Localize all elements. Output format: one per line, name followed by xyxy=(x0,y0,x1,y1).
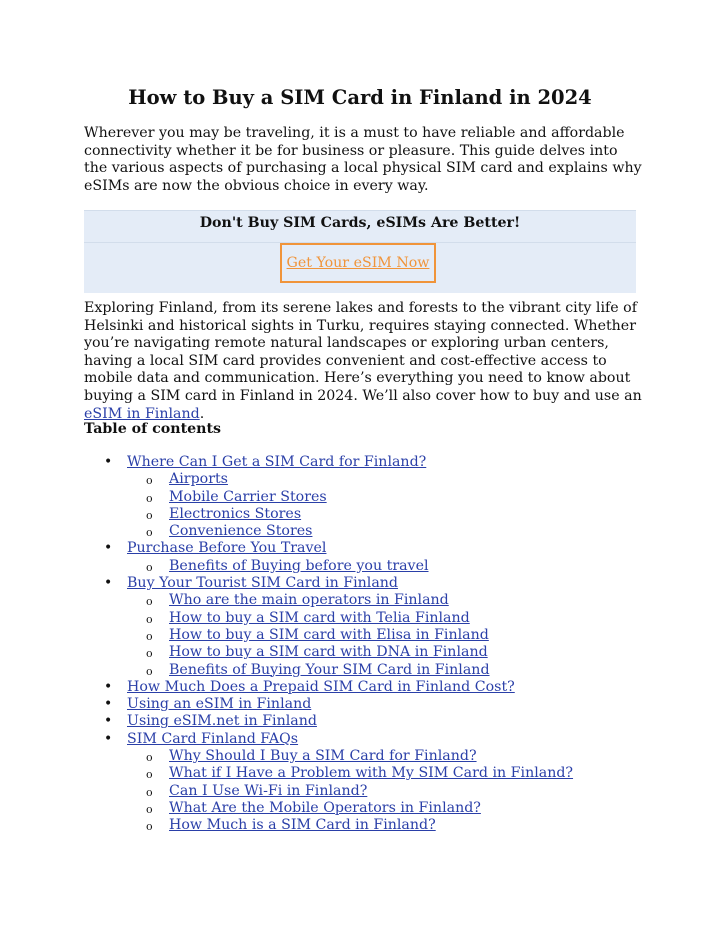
get-esim-button[interactable]: Get Your eSIM Now xyxy=(280,243,436,283)
bullet-circle-icon: o xyxy=(146,560,153,574)
esim-finland-link[interactable]: eSIM in Finland xyxy=(84,405,200,422)
bullet-circle-icon: o xyxy=(146,820,153,834)
bullet-disc-icon: • xyxy=(104,540,113,557)
toc-item xyxy=(0,696,720,713)
toc-link[interactable]: Purchase Before You Travel xyxy=(127,540,327,557)
toc-link[interactable]: What if I Have a Problem with My SIM Card in Finland? xyxy=(169,765,574,782)
bullet-disc-icon: • xyxy=(104,575,113,592)
toc-item xyxy=(0,644,720,661)
toc-link[interactable]: How Much Does a Prepaid SIM Card in Finland Cost? xyxy=(127,678,515,695)
bullet-circle-icon: o xyxy=(146,647,153,661)
toc-link[interactable]: SIM Card Finland FAQs xyxy=(127,730,299,747)
cta-title: Don't Buy SIM Cards, eSIMs Are Better! xyxy=(84,211,636,243)
toc-link[interactable]: What Are the Mobile Operators in Finland? xyxy=(169,799,481,816)
toc-item xyxy=(0,800,720,817)
bullet-circle-icon: o xyxy=(146,474,153,488)
toc-link[interactable]: Mobile Carrier Stores xyxy=(169,488,327,505)
toc-link[interactable]: Airports xyxy=(169,471,228,488)
toc-item xyxy=(0,662,720,679)
toc-link[interactable]: Benefits of Buying before you travel xyxy=(169,557,429,574)
bullet-circle-icon: o xyxy=(146,629,153,643)
toc-link[interactable]: Using an eSIM in Finland xyxy=(127,696,312,713)
toc-item xyxy=(0,506,720,523)
table-of-contents xyxy=(0,454,720,835)
toc-link[interactable]: How to buy a SIM card with Elisa in Finland xyxy=(169,626,489,643)
bullet-disc-icon: • xyxy=(104,713,113,730)
page-title: How to Buy a SIM Card in Finland in 2024 xyxy=(128,86,592,109)
toc-item xyxy=(0,575,720,592)
toc-link[interactable]: Buy Your Tourist SIM Card in Finland xyxy=(127,575,399,592)
toc-item xyxy=(0,679,720,696)
toc-link[interactable]: Where Can I Get a SIM Card for Finland? xyxy=(127,454,427,470)
body-tail: . xyxy=(199,405,205,422)
toc-link[interactable]: Can I Use Wi-Fi in Finland? xyxy=(169,782,368,799)
toc-item xyxy=(0,471,720,488)
bullet-circle-icon: o xyxy=(146,785,153,799)
toc-item xyxy=(0,627,720,644)
toc-item xyxy=(0,783,720,800)
bullet-circle-icon: o xyxy=(146,664,153,678)
toc-item xyxy=(0,731,720,748)
bullet-disc-icon: • xyxy=(104,696,113,713)
toc-item xyxy=(0,540,720,557)
toc-link[interactable]: Why Should I Buy a SIM Card for Finland? xyxy=(169,748,477,765)
toc-item xyxy=(0,713,720,730)
body-paragraph xyxy=(84,300,644,423)
bullet-disc-icon: • xyxy=(104,730,113,747)
toc-item xyxy=(0,558,720,575)
bullet-circle-icon: o xyxy=(146,612,153,626)
toc-item xyxy=(0,817,720,834)
body-text: Exploring Finland, from its serene lakes and forests to the vibrant city life of Helsinki and historical sights in Turku, requires staying connected. Whether you’re navigating remote natural landscapes or exploring urban centers, having a local SIM card provides convenient and cost-effective access to mobile data and communication. Here’s everything you need to know about buying a SIM card in Finland in 2024. We’ll also cover how to buy and use an xyxy=(84,300,642,404)
intro-paragraph: Wherever you may be traveling, it is a must to have reliable and affordable connectivity whether it be for business or pleasure. This guide delves into the various aspects of purchasing a local physical SIM card and explains why eSIMs are now the obvious choice in every way. xyxy=(84,125,642,194)
toc-link[interactable]: Benefits of Buying Your SIM Card in Finland xyxy=(169,661,490,678)
bullet-circle-icon: o xyxy=(146,802,153,816)
bullet-disc-icon: • xyxy=(104,678,113,695)
toc-heading: Table of contents xyxy=(84,421,222,437)
toc-link[interactable]: How Much is a SIM Card in Finland? xyxy=(169,817,436,834)
bullet-circle-icon: o xyxy=(146,768,153,782)
bullet-circle-icon: o xyxy=(146,491,153,505)
toc-link[interactable]: Who are the main operators in Finland xyxy=(169,592,449,609)
bullet-circle-icon: o xyxy=(146,526,153,540)
bullet-disc-icon: • xyxy=(104,454,113,470)
toc-link[interactable]: How to buy a SIM card with DNA in Finland xyxy=(169,644,488,661)
bullet-circle-icon: o xyxy=(146,751,153,765)
toc-item xyxy=(0,489,720,506)
toc-link[interactable]: How to buy a SIM card with Telia Finland xyxy=(169,609,470,626)
toc-link[interactable]: Using eSIM.net in Finland xyxy=(127,713,317,730)
toc-item xyxy=(0,765,720,782)
toc-item xyxy=(0,523,720,540)
esim-cta-banner xyxy=(84,210,636,293)
bullet-circle-icon: o xyxy=(146,508,153,522)
toc-link[interactable]: Convenience Stores xyxy=(169,523,313,540)
toc-item xyxy=(0,610,720,627)
toc-item xyxy=(0,748,720,765)
bullet-circle-icon: o xyxy=(146,595,153,609)
toc-link[interactable]: Electronics Stores xyxy=(169,505,302,522)
toc-item xyxy=(0,592,720,609)
toc-item xyxy=(0,454,720,471)
